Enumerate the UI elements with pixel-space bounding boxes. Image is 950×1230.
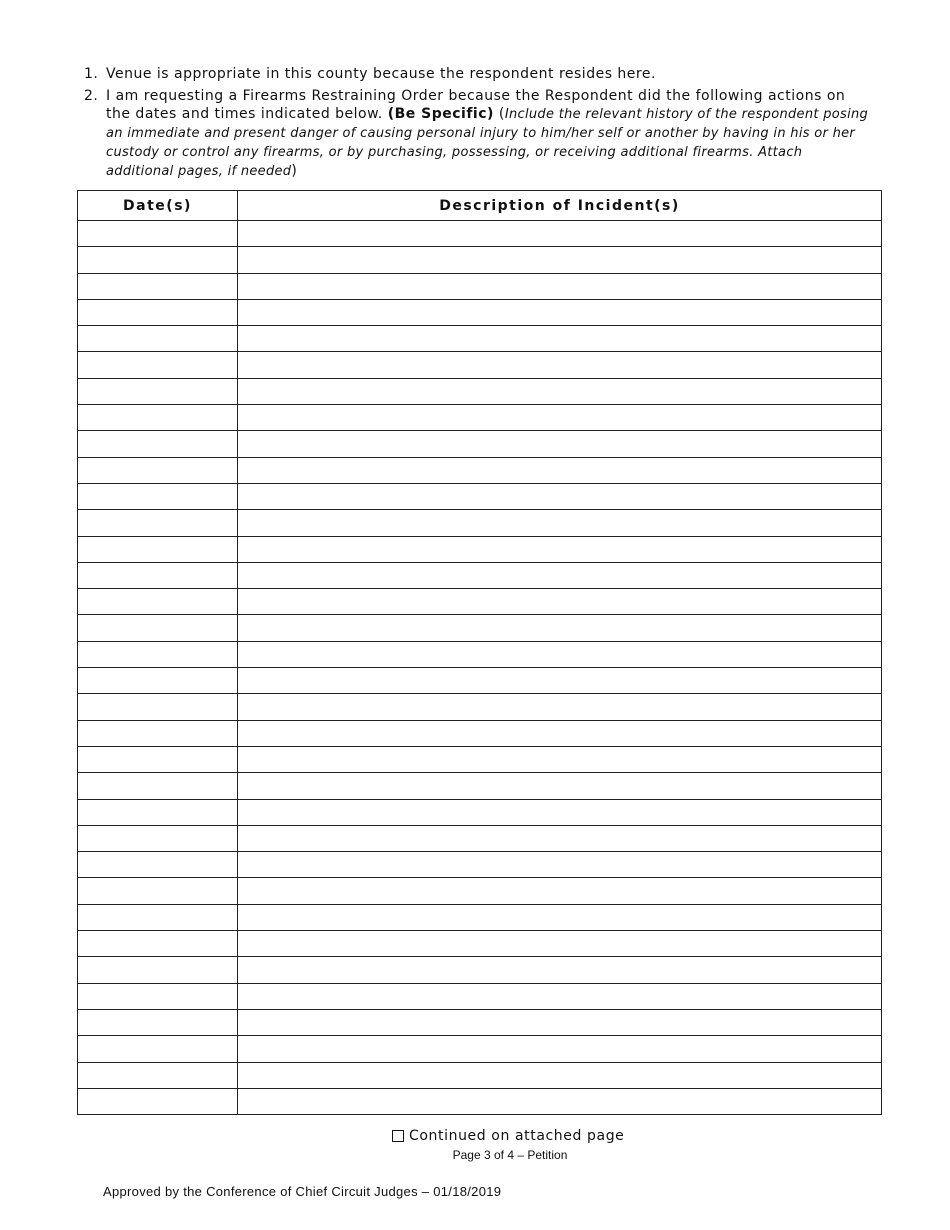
item-text: I am requesting a Firearms Restraining Order because the Respondent did the following actions on the dates and times indicated below. — [106, 88, 846, 122]
table-row — [78, 405, 882, 431]
item-number: 2. — [84, 88, 99, 104]
date-cell[interactable] — [78, 825, 238, 851]
close-paren: ) — [291, 163, 298, 179]
approval-footer: Approved by the Conference of Chief Circuit Judges – 01/18/2019 — [103, 1184, 502, 1199]
description-cell[interactable] — [238, 431, 882, 457]
date-cell[interactable] — [78, 1009, 238, 1035]
description-cell[interactable] — [238, 615, 882, 641]
date-cell[interactable] — [78, 878, 238, 904]
table-row — [78, 562, 882, 588]
description-cell[interactable] — [238, 299, 882, 325]
date-cell[interactable] — [78, 352, 238, 378]
description-cell[interactable] — [238, 904, 882, 930]
table-row — [78, 694, 882, 720]
date-cell[interactable] — [78, 852, 238, 878]
table-row — [78, 720, 882, 746]
table-row — [78, 904, 882, 930]
date-cell[interactable] — [78, 746, 238, 772]
description-cell[interactable] — [238, 641, 882, 667]
table-row — [78, 457, 882, 483]
incident-rows — [78, 221, 882, 1115]
description-cell[interactable] — [238, 773, 882, 799]
date-column-header: Date(s) — [78, 191, 238, 221]
table-row — [78, 615, 882, 641]
table-row — [78, 247, 882, 273]
description-cell[interactable] — [238, 457, 882, 483]
description-cell[interactable] — [238, 720, 882, 746]
date-cell[interactable] — [78, 615, 238, 641]
checkbox-icon[interactable] — [392, 1130, 404, 1142]
description-cell[interactable] — [238, 352, 882, 378]
date-cell[interactable] — [78, 931, 238, 957]
date-cell[interactable] — [78, 273, 238, 299]
description-cell[interactable] — [238, 878, 882, 904]
date-cell[interactable] — [78, 904, 238, 930]
open-paren: ( — [498, 106, 505, 122]
date-cell[interactable] — [78, 299, 238, 325]
date-cell[interactable] — [78, 247, 238, 273]
continued-label: Continued on attached page — [409, 1128, 625, 1144]
date-cell[interactable] — [78, 457, 238, 483]
description-cell[interactable] — [238, 957, 882, 983]
date-cell[interactable] — [78, 431, 238, 457]
table-row — [78, 773, 882, 799]
date-cell[interactable] — [78, 957, 238, 983]
date-cell[interactable] — [78, 1088, 238, 1114]
date-cell[interactable] — [78, 1062, 238, 1088]
table-row — [78, 1009, 882, 1035]
description-cell[interactable] — [238, 746, 882, 772]
date-cell[interactable] — [78, 378, 238, 404]
date-cell[interactable] — [78, 641, 238, 667]
table-row — [78, 878, 882, 904]
date-cell[interactable] — [78, 326, 238, 352]
table-row — [78, 273, 882, 299]
table-row — [78, 1062, 882, 1088]
description-cell[interactable] — [238, 405, 882, 431]
table-row — [78, 589, 882, 615]
request-statement — [84, 87, 870, 181]
table-row — [78, 536, 882, 562]
description-cell[interactable] — [238, 852, 882, 878]
page-number: Page 3 of 4 – Petition — [452, 1148, 568, 1162]
date-cell[interactable] — [78, 983, 238, 1009]
date-cell[interactable] — [78, 510, 238, 536]
description-cell[interactable] — [238, 510, 882, 536]
item-number: 1. — [84, 66, 99, 82]
description-column-header: Description of Incident(s) — [238, 191, 882, 221]
date-cell[interactable] — [78, 562, 238, 588]
table-row — [78, 221, 882, 247]
item-body — [106, 87, 870, 181]
table-row — [78, 825, 882, 851]
instructions-text: Include the relevant history of the respondent posing an immediate and present danger of causing personal injury to him/her self or another by having in his or her custody or control any firearms, or by purchasing, possessing, or receiving additional firearms. Attach additional pages, if needed — [106, 107, 869, 179]
date-cell[interactable] — [78, 773, 238, 799]
description-cell[interactable] — [238, 668, 882, 694]
be-specific-label: (Be Specific) — [387, 106, 494, 122]
table-row — [78, 378, 882, 404]
table-row — [78, 668, 882, 694]
description-cell[interactable] — [238, 247, 882, 273]
continued-checkbox[interactable] — [392, 1128, 624, 1144]
table-row — [78, 852, 882, 878]
description-cell[interactable] — [238, 589, 882, 615]
date-cell[interactable] — [78, 221, 238, 247]
table-row — [78, 746, 882, 772]
description-cell[interactable] — [238, 825, 882, 851]
date-cell[interactable] — [78, 405, 238, 431]
table-row — [78, 510, 882, 536]
description-cell[interactable] — [238, 1036, 882, 1062]
date-cell[interactable] — [78, 694, 238, 720]
table-row — [78, 983, 882, 1009]
table-row — [78, 431, 882, 457]
description-cell[interactable] — [238, 562, 882, 588]
table-row — [78, 1036, 882, 1062]
table-row — [78, 799, 882, 825]
description-cell[interactable] — [238, 1062, 882, 1088]
table-row — [78, 483, 882, 509]
description-cell[interactable] — [238, 1009, 882, 1035]
description-cell[interactable] — [238, 378, 882, 404]
description-cell[interactable] — [238, 983, 882, 1009]
description-cell[interactable] — [238, 694, 882, 720]
date-cell[interactable] — [78, 799, 238, 825]
date-cell[interactable] — [78, 1036, 238, 1062]
description-cell[interactable] — [238, 799, 882, 825]
description-cell[interactable] — [238, 273, 882, 299]
item-text: Venue is appropriate in this county because the respondent resides here. — [106, 66, 656, 82]
table-row — [78, 352, 882, 378]
description-cell[interactable] — [238, 483, 882, 509]
description-cell[interactable] — [238, 221, 882, 247]
venue-statement — [84, 65, 870, 83]
date-cell[interactable] — [78, 668, 238, 694]
table-header-row — [78, 191, 882, 221]
date-cell[interactable] — [78, 720, 238, 746]
table-row — [78, 957, 882, 983]
description-cell[interactable] — [238, 1088, 882, 1114]
date-cell[interactable] — [78, 536, 238, 562]
date-cell[interactable] — [78, 483, 238, 509]
table-row — [78, 641, 882, 667]
description-cell[interactable] — [238, 931, 882, 957]
date-cell[interactable] — [78, 589, 238, 615]
table-row — [78, 931, 882, 957]
description-cell[interactable] — [238, 536, 882, 562]
description-cell[interactable] — [238, 326, 882, 352]
table-row — [78, 299, 882, 325]
table-row — [78, 326, 882, 352]
incident-table — [77, 190, 882, 1115]
table-row — [78, 1088, 882, 1114]
